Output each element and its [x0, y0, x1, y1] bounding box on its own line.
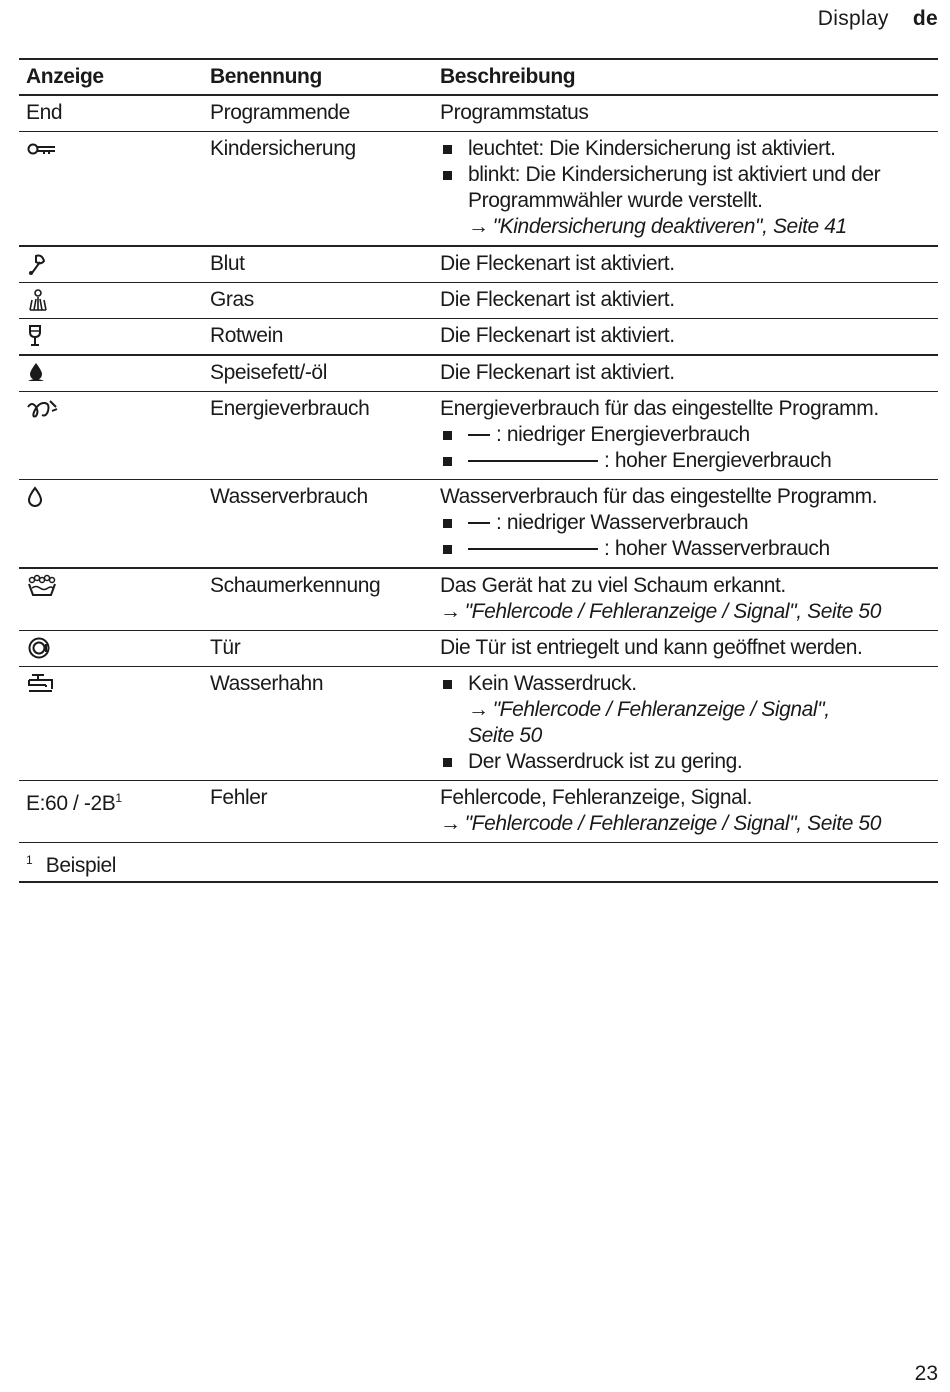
display-cell [19, 283, 203, 319]
description-cell [433, 132, 938, 247]
description-cell [433, 781, 938, 843]
table-row [19, 568, 938, 631]
page-reference: → "Fehlercode / Fehleranzeige / Signal", Seite 50 [440, 812, 881, 835]
display-symbols-table [19, 58, 938, 883]
table-row [19, 392, 938, 480]
display-cell [19, 392, 203, 480]
display-cell: End [19, 95, 203, 132]
display-cell [19, 568, 203, 631]
footnote-mark: 1 [115, 791, 122, 805]
list-item: : niedriger Wasserverbrauch [440, 510, 931, 536]
name-cell: Energieverbrauch [203, 392, 433, 480]
display-cell [19, 631, 203, 667]
list-item: : niedriger Energieverbrauch [440, 422, 931, 448]
name-cell: Rotwein [203, 319, 433, 356]
level-bar-high [468, 460, 598, 462]
description-text: Fehlercode, Fehleranzeige, Signal. [440, 786, 753, 809]
name-cell: Speisefett/-öl [203, 355, 433, 392]
foam-tub-icon [26, 574, 58, 598]
name-cell: Wasserverbrauch [203, 480, 433, 569]
table-row [19, 631, 938, 667]
column-header-name: Benennung [203, 59, 433, 95]
footnote-row [19, 843, 938, 883]
list-item: : hoher Wasserverbrauch [440, 536, 931, 562]
display-cell [19, 480, 203, 569]
level-bar-high [468, 548, 598, 550]
table-row [19, 781, 938, 843]
description-cell: Die Fleckenart ist aktiviert. [433, 319, 938, 356]
description-cell [433, 480, 938, 569]
name-cell: Tür [203, 631, 433, 667]
list-item: Kein Wasserdruck. → "Fehlercode / Fehleranzeige / Signal", Seite 50 [440, 671, 931, 749]
description-text: Das Gerät hat zu viel Schaum erkannt. [440, 574, 786, 597]
name-cell: Fehler [203, 781, 433, 843]
table-row [19, 667, 938, 781]
language-tag: de [912, 7, 938, 30]
name-cell: Blut [203, 246, 433, 283]
footnote-number: 1 [26, 853, 33, 867]
level-bar-low [468, 434, 490, 436]
table-row [19, 355, 938, 392]
description-cell: Programmstatus [433, 95, 938, 132]
column-header-display: Anzeige [19, 59, 203, 95]
grass-stain-icon [26, 288, 58, 312]
water-tap-icon [26, 672, 58, 696]
display-cell [19, 246, 203, 283]
table-row [19, 283, 938, 319]
display-cell [19, 319, 203, 356]
footnote-text: Beispiel [45, 854, 117, 877]
key-icon [26, 137, 58, 161]
water-drop-icon [26, 485, 58, 509]
page-number: 23 [914, 1362, 938, 1385]
table-row [19, 95, 938, 132]
name-cell: Programmende [203, 95, 433, 132]
name-cell: Schaumerkennung [203, 568, 433, 631]
table-row [19, 480, 938, 569]
wine-glass-icon [26, 324, 58, 348]
page-reference: → "Kindersicherung deaktiveren", Seite 41 [468, 215, 847, 238]
display-cell [19, 667, 203, 781]
grease-drop-icon [26, 361, 58, 385]
description-cell [433, 568, 938, 631]
name-cell: Gras [203, 283, 433, 319]
display-cell: E:60 / $-2B^1$ [19, 781, 203, 843]
door-icon [26, 636, 58, 660]
column-header-description: Beschreibung [433, 59, 938, 95]
description-text: Wasserverbrauch für das eingestellte Programm. [440, 485, 878, 508]
page-reference: → "Fehlercode / Fehleranzeige / Signal", [468, 698, 830, 721]
description-cell: Die Fleckenart ist aktiviert. [433, 246, 938, 283]
level-bar-low [468, 522, 490, 524]
list-item: Der Wasserdruck ist zu gering. [440, 749, 931, 775]
table-row [19, 246, 938, 283]
page-header [818, 7, 938, 31]
description-cell: Die Fleckenart ist aktiviert. [433, 355, 938, 392]
name-cell: Wasserhahn [203, 667, 433, 781]
footnote [19, 843, 938, 883]
description-cell: Die Fleckenart ist aktiviert. [433, 283, 938, 319]
name-cell: Kindersicherung [203, 132, 433, 247]
list-item: : hoher Energieverbrauch [440, 448, 931, 474]
section-title: Display [817, 7, 889, 30]
page-reference: → "Fehlercode / Fehleranzeige / Signal", Seite 50 [440, 600, 881, 623]
list-item: blinkt: Die Kindersicherung ist aktiviert und der Programmwähler wurde verstellt. → "Kindersicherung deaktiveren", Seite 41 [440, 162, 931, 240]
page-reference-page: Seite 50 [468, 724, 542, 747]
table-header-row [19, 59, 938, 95]
blood-stain-icon [26, 252, 58, 276]
display-cell [19, 355, 203, 392]
table-row [19, 319, 938, 356]
description-cell [433, 667, 938, 781]
display-cell [19, 132, 203, 247]
description-cell [433, 392, 938, 480]
description-text: Energieverbrauch für das eingestellte Programm. [440, 397, 879, 420]
energy-icon [26, 397, 58, 421]
description-cell: Die Tür ist entriegelt und kann geöffnet werden. [433, 631, 938, 667]
list-item: leuchtet: Die Kindersicherung ist aktiviert. [440, 136, 931, 162]
table-row [19, 132, 938, 247]
